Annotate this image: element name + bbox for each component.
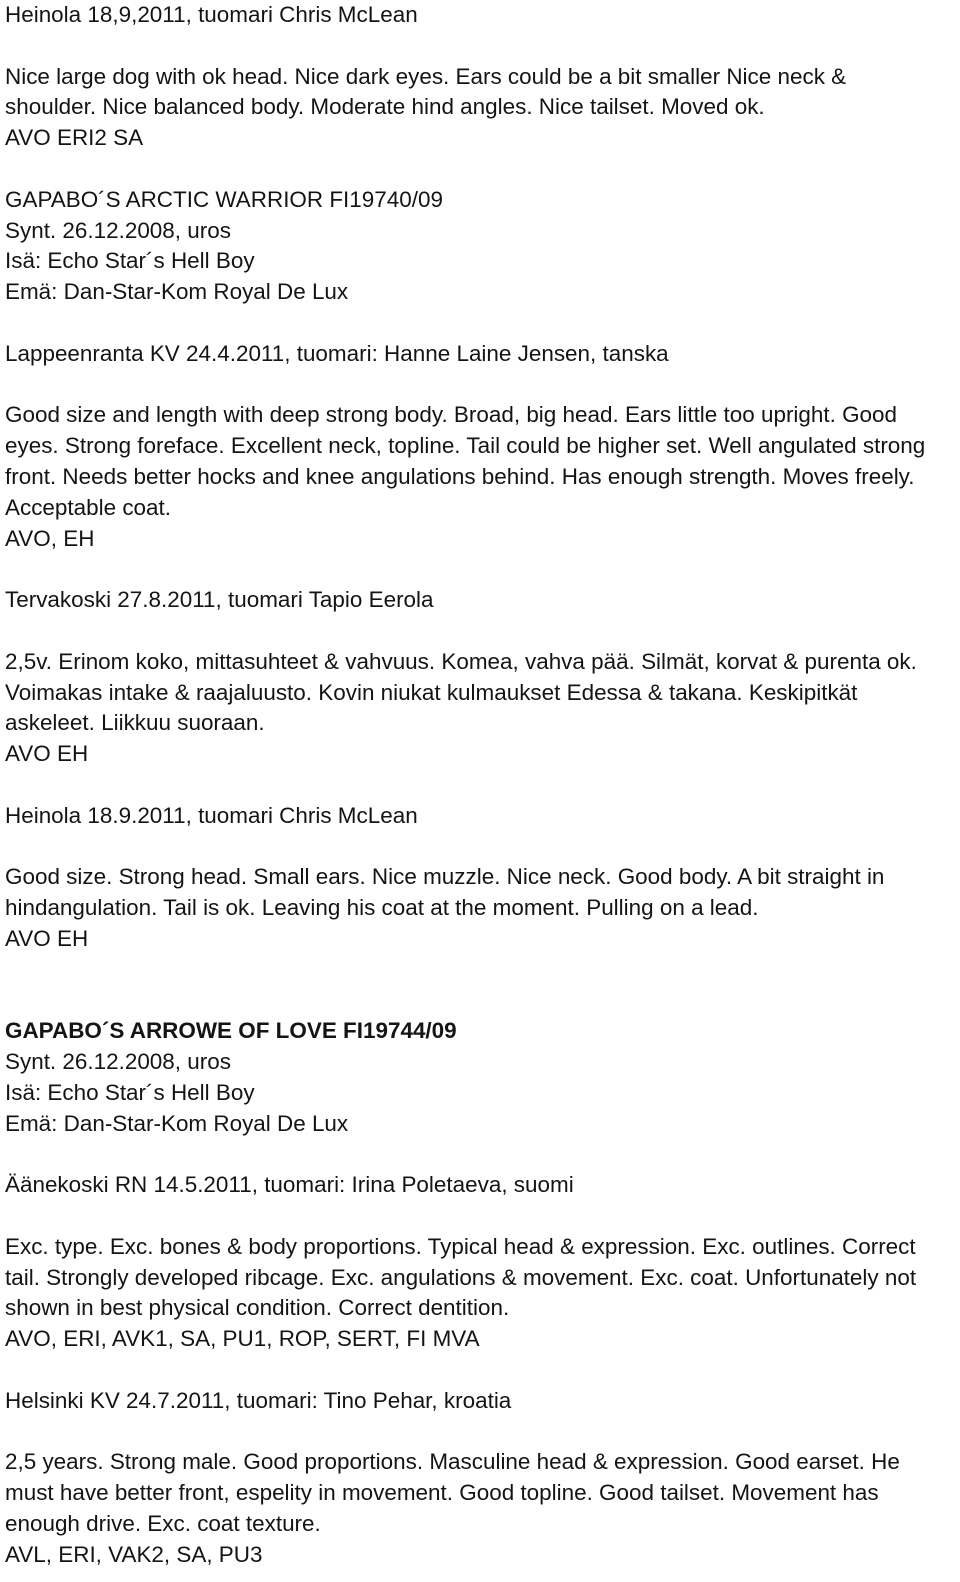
critique-line: Acceptable coat.: [5, 494, 172, 520]
birth-info: Synt. 26.12.2008, uros: [5, 1049, 231, 1075]
critique-line: askeleet. Liikkuu suoraan.: [5, 710, 265, 736]
award-line: AVO EH: [5, 925, 89, 951]
dam-info: Emä: Dan-Star-Kom Royal De Lux: [5, 279, 349, 305]
sire-info: Isä: Echo Star´s Hell Boy: [5, 1079, 255, 1105]
dog-name: GAPABO´S ARROWE OF LOVE FI19744/09: [5, 1018, 457, 1044]
critique-line: Exc. type. Exc. bones & body proportions. Typical head & expression. Exc. outlines. Correct: [5, 1233, 916, 1259]
critique-line: eyes. Strong foreface. Excellent neck, topline. Tail could be higher set. Well angulated strong: [5, 433, 926, 459]
show-heading: Tervakoski 27.8.2011, tuomari Tapio Eerola: [5, 587, 434, 613]
critique-line: Nice large dog with ok head. Nice dark eyes. Ears could be a bit smaller Nice neck &: [5, 63, 847, 89]
critique-line: shown in best physical condition. Correct dentition.: [5, 1295, 510, 1321]
award-line: AVO, ERI, AVK1, SA, PU1, ROP, SERT, FI MVA: [5, 1326, 480, 1352]
document-page: [5, 0, 955, 1571]
show-heading: Heinola 18,9,2011, tuomari Chris McLean: [5, 2, 418, 27]
critique-line: tail. Strongly developed ribcage. Exc. angulations & movement. Exc. coat. Unfortunately not: [5, 1264, 917, 1290]
critique-line: hindangulation. Tail is ok. Leaving his coat at the moment. Pulling on a lead.: [5, 895, 759, 921]
award-line: AVO EH: [5, 741, 89, 767]
show-heading: Lappeenranta KV 24.4.2011, tuomari: Hanne Laine Jensen, tanska: [5, 340, 669, 366]
critique-line: 2,5 years. Strong male. Good proportions. Masculine head & expression. Good earset. He: [5, 1449, 900, 1475]
show-heading: Äänekoski RN 14.5.2011, tuomari: Irina Poletaeva, suomi: [5, 1172, 574, 1198]
critique-line: 2,5v. Erinom koko, mittasuhteet & vahvuus. Komea, vahva pää. Silmät, korvat & purenta ok.: [5, 648, 917, 674]
sire-info: Isä: Echo Star´s Hell Boy: [5, 248, 255, 274]
critique-line: Good size and length with deep strong body. Broad, big head. Ears little too upright. Good: [5, 402, 898, 428]
critique-line: front. Needs better hocks and knee angulations behind. Has enough strength. Moves freely.: [5, 463, 915, 489]
dam-info: Emä: Dan-Star-Kom Royal De Lux: [5, 1110, 349, 1136]
critique-line: Voimakas intake & raajaluusto. Kovin niukat kulmaukset Edessa & takana. Keskipitkät: [5, 679, 858, 705]
show-heading: Helsinki KV 24.7.2011, tuomari: Tino Pehar, kroatia: [5, 1387, 512, 1413]
critique-line: shoulder. Nice balanced body. Moderate hind angles. Nice tailset. Moved ok.: [5, 94, 765, 120]
award-line: AVO ERI2 SA: [5, 125, 144, 151]
critique-line: must have better front, espelity in movement. Good topline. Good tailset. Movement has: [5, 1480, 879, 1506]
award-line: AVO, EH: [5, 525, 95, 551]
show-heading: Heinola 18.9.2011, tuomari Chris McLean: [5, 802, 418, 828]
birth-info: Synt. 26.12.2008, uros: [5, 217, 231, 243]
dog-name: GAPABO´S ARCTIC WARRIOR FI19740/09: [5, 186, 443, 212]
critique-line: Good size. Strong head. Small ears. Nice muzzle. Nice neck. Good body. A bit straight in: [5, 864, 885, 890]
award-line: AVL, ERI, VAK2, SA, PU3: [5, 1541, 263, 1567]
critique-line: enough drive. Exc. coat texture.: [5, 1511, 321, 1537]
